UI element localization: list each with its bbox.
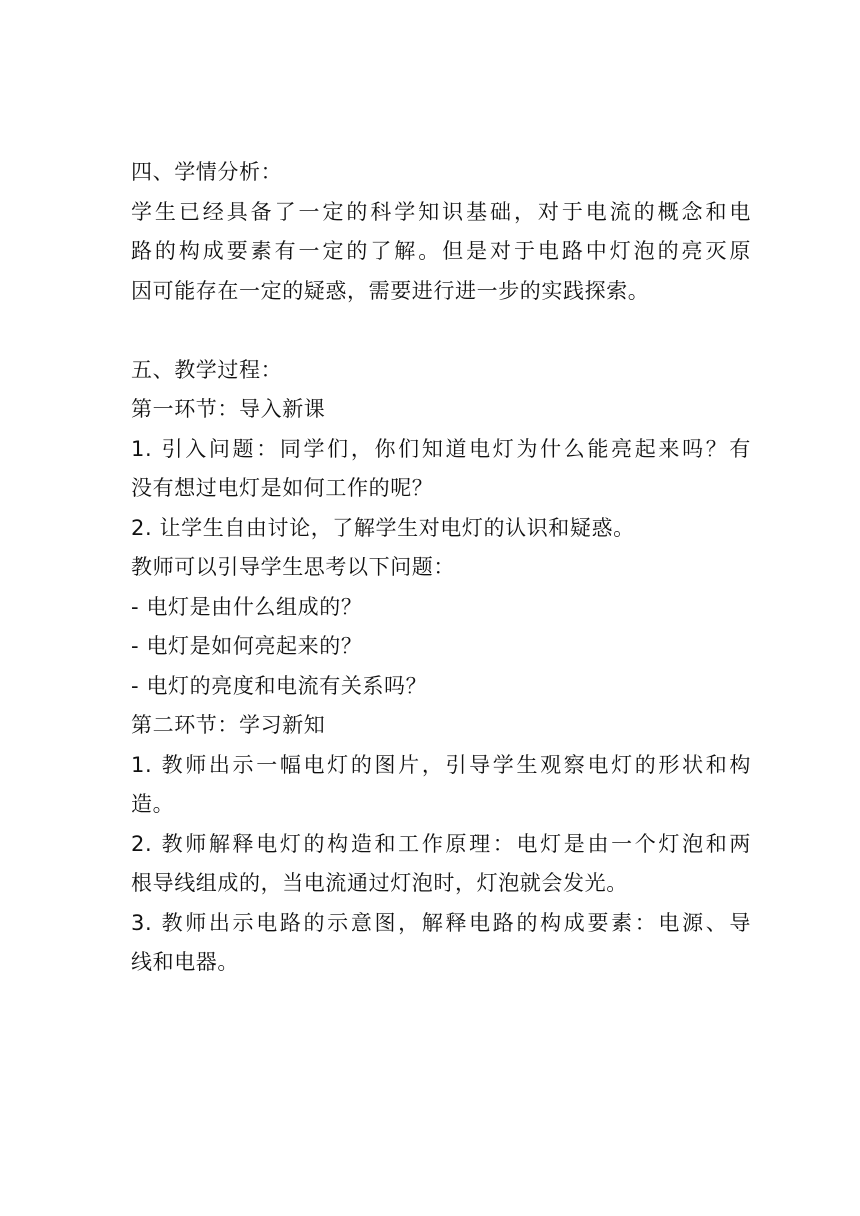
list-item-line: 1. 教师出示一幅电灯的图片，引导学生观察电灯的形状和构 (131, 752, 751, 777)
section-heading-learner-analysis: 四、学情分析： (131, 160, 283, 184)
question-item: - 电灯是如何亮起来的？ (131, 634, 363, 658)
blank-line (131, 311, 751, 351)
list-item-line: 线和电器。 (131, 950, 239, 974)
question-item: - 电灯是由什么组成的？ (131, 594, 363, 619)
list-item-line: 3. 教师出示电路的示意图，解释电路的构成要素：电源、导 (131, 910, 751, 935)
list-item: 2. 让学生自由讨论，了解学生对电灯的认识和疑惑。 (131, 515, 635, 540)
question-item: - 电灯的亮度和电流有关系吗？ (131, 673, 428, 698)
list-item-line: 没有想过电灯是如何工作的呢？ (131, 476, 434, 500)
paragraph-line: 因可能存在一定的疑惑，需要进行进一步的实践探索。 (131, 278, 650, 303)
subsection-title-new-knowledge: 第二环节：学习新知 (131, 713, 326, 737)
paragraph-line: 学生已经具备了一定的科学知识基础，对于电流的概念和电 (131, 199, 751, 224)
paragraph-line: 路的构成要素有一定的了解。但是对于电路中灯泡的亮灭原 (131, 239, 751, 263)
document-body (131, 153, 751, 983)
list-item-line: 2. 教师解释电灯的构造和工作原理：电灯是由一个灯泡和两 (131, 831, 751, 856)
list-item-line: 根导线组成的，当电流通过灯泡时，灯泡就会发光。 (131, 871, 628, 895)
list-item-line: 1. 引入问题：同学们，你们知道电灯为什么能亮起来吗？有 (131, 436, 751, 461)
paragraph-line: 教师可以引导学生思考以下问题： (131, 555, 455, 579)
list-item-line: 造。 (131, 792, 175, 816)
subsection-title-intro: 第一环节：导入新课 (131, 397, 326, 421)
section-heading-teaching-process: 五、教学过程： (131, 357, 283, 382)
